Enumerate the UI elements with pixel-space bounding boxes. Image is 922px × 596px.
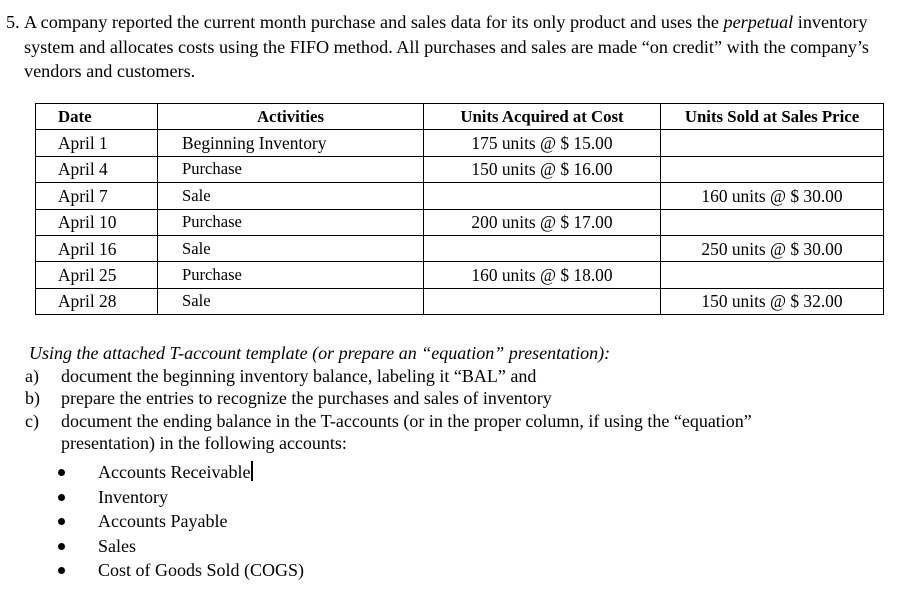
account-name: Cost of Goods Sold (COGS) bbox=[98, 560, 305, 581]
cell-sold bbox=[661, 209, 884, 235]
problem-text-emphasis: perpetual bbox=[723, 12, 794, 32]
cell-date: April 10 bbox=[36, 209, 158, 235]
inventory-data-table bbox=[35, 103, 884, 315]
cell-activity: Beginning Inventory bbox=[158, 130, 424, 156]
cell-acquired: 160 units @ $ 18.00 bbox=[424, 262, 661, 288]
cell-date: April 7 bbox=[36, 183, 158, 209]
cell-activity: Sale bbox=[158, 235, 424, 261]
cell-date: April 1 bbox=[36, 130, 158, 156]
cell-activity: Sale bbox=[158, 288, 424, 314]
bullet-icon bbox=[58, 567, 65, 574]
problem-number: 5. bbox=[6, 12, 20, 32]
table-row bbox=[36, 262, 884, 288]
table-row bbox=[36, 130, 884, 156]
header-date: Date bbox=[36, 104, 158, 130]
problem-text-part1: A company reported the current month purchase and sales data for its only product and uses the bbox=[24, 12, 724, 32]
cell-acquired bbox=[424, 183, 661, 209]
instructions bbox=[25, 342, 752, 455]
step-text: document the ending balance in the T-accounts (or in the proper column, if using the “equation” bbox=[61, 410, 752, 431]
step-text: document the beginning inventory balance, labeling it “BAL” and bbox=[61, 365, 537, 386]
header-units-sold: Units Sold at Sales Price bbox=[661, 104, 884, 130]
cell-date: April 25 bbox=[36, 262, 158, 288]
cell-activity: Purchase bbox=[158, 262, 424, 288]
cell-acquired: 200 units @ $ 17.00 bbox=[424, 209, 661, 235]
account-name: Inventory bbox=[98, 486, 168, 507]
cell-date: April 4 bbox=[36, 156, 158, 182]
table-row bbox=[36, 183, 884, 209]
header-units-acquired: Units Acquired at Cost bbox=[424, 104, 661, 130]
step-marker: c) bbox=[25, 410, 39, 431]
cell-sold bbox=[661, 130, 884, 156]
cell-date: April 16 bbox=[36, 235, 158, 261]
list-item bbox=[58, 534, 304, 559]
bullet-icon bbox=[58, 494, 65, 501]
problem-text bbox=[24, 10, 918, 84]
bullet-icon bbox=[58, 469, 65, 476]
cell-sold bbox=[661, 262, 884, 288]
cell-activity: Sale bbox=[158, 183, 424, 209]
text-cursor[interactable] bbox=[251, 461, 253, 481]
list-item bbox=[58, 485, 304, 510]
cell-sold bbox=[661, 156, 884, 182]
account-name: Sales bbox=[98, 535, 136, 556]
list-item bbox=[58, 509, 304, 534]
step-text: presentation) in the following accounts: bbox=[61, 433, 347, 453]
cell-activity: Purchase bbox=[158, 209, 424, 235]
table-row bbox=[36, 235, 884, 261]
table-row bbox=[36, 288, 884, 314]
instructions-intro: Using the attached T-account template (or prepare an “equation” presentation): bbox=[29, 343, 611, 363]
cell-acquired: 175 units @ $ 15.00 bbox=[424, 130, 661, 156]
header-activities: Activities bbox=[158, 104, 424, 130]
cell-sold: 150 units @ $ 32.00 bbox=[661, 288, 884, 314]
table-row bbox=[36, 209, 884, 235]
cell-sold: 160 units @ $ 30.00 bbox=[661, 183, 884, 209]
list-item bbox=[58, 460, 304, 485]
bullet-icon bbox=[58, 543, 65, 550]
list-item bbox=[58, 558, 304, 583]
step-marker: b) bbox=[25, 388, 40, 408]
instruction-step-b bbox=[25, 387, 752, 410]
accounts-list bbox=[58, 460, 304, 583]
cell-acquired bbox=[424, 288, 661, 314]
problem-text-part2: inventory system and allocates costs using the FIFO method. All purchases and sales are made “on credit” with the company’s vendors and customers. bbox=[24, 12, 870, 81]
cell-date: April 28 bbox=[36, 288, 158, 314]
account-name: Accounts Payable bbox=[98, 511, 228, 532]
table-header-row bbox=[36, 104, 884, 130]
instruction-step-a bbox=[25, 365, 752, 388]
instruction-step-c-continuation bbox=[25, 432, 752, 455]
table-row bbox=[36, 156, 884, 182]
account-name: Accounts Receivable bbox=[98, 462, 251, 482]
problem-statement bbox=[6, 10, 918, 84]
cell-sold: 250 units @ $ 30.00 bbox=[661, 235, 884, 261]
cell-activity: Purchase bbox=[158, 156, 424, 182]
step-marker: a) bbox=[25, 365, 39, 386]
cell-acquired bbox=[424, 235, 661, 261]
cell-acquired: 150 units @ $ 16.00 bbox=[424, 156, 661, 182]
instruction-step-c bbox=[25, 410, 752, 433]
step-text: prepare the entries to recognize the purchases and sales of inventory bbox=[61, 388, 552, 408]
bullet-icon bbox=[58, 518, 65, 525]
